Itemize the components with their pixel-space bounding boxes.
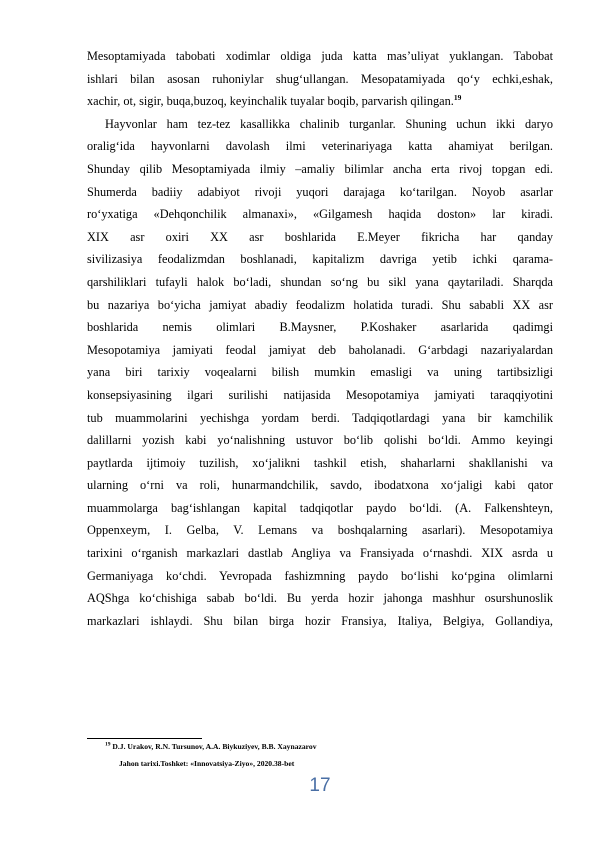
text-line: Shunday qilib Mesoptamiyada ilmiy –amaliy bilimlar ancha erta rivoj topgan edi. — [87, 161, 553, 176]
text-line: qarshiliklari tufayli halok bo‘ladi, shundan so‘ng bu sikl yana qaytariladi. Sharqda — [87, 274, 553, 289]
footnote-separator — [87, 738, 202, 739]
text-line: yana biri tarixiy voqealarni bilish mumkin emasligi va uning tartibsizligi — [87, 365, 553, 380]
text-line-content: xachir, ot, sigir, buqa,buzoq, keyinchalik tuyalar boqib, parvarish qilingan. — [87, 94, 454, 109]
text-line: muammolarga bag‘ishlangan kapital tadqiqotlar paydo bo‘ldi. (A. Falkenshteyn, — [87, 500, 553, 515]
text-line: tarixini o‘rganish markazlari dastlab Angliya va Fransiyada o‘rnashdi. XIX asrda u — [87, 546, 553, 561]
footnote-authors: D.J. Urakov, R.N. Tursunov, A.A. Biykuziyev, B.B. Xaynazarov — [112, 742, 317, 751]
text-line — [87, 90, 553, 113]
text-line: markazlari ishlaydi. Shu bilan birga hozir Fransiya, Italiya, Belgiya, Gollandiya, — [87, 613, 553, 628]
footnote — [105, 741, 525, 769]
paragraph-first-line: Hayvonlar ham tez-tez kasallikka chalinib turganlar. Shuning uchun ikki daryo — [105, 116, 553, 131]
text-line: Mesoptamiyada tabobati xodimlar oldiga juda katta mas’uliyat yuklangan. Tabobat — [87, 49, 553, 63]
text-line: Mesopotamiya jamiyati feodal jamiyat deb baholanadi. G‘arbdagi nazariyalardan — [87, 342, 553, 357]
text-line: konsepsiyasining ilgari surilishi natijasida Mesopotamiya jamiyati taraqqiyotini — [87, 387, 553, 402]
text-line: Oppenxeym, I. Gelba, V. Lemans va boshqalarning asarlari). Mesopotamiya — [87, 523, 553, 538]
text-line: paytlarda ijtimoiy tuzilish, xo‘jalikni tashkil etish, shaharlarni shakllanishi va — [87, 455, 553, 470]
body-text — [87, 45, 553, 632]
text-line: AQShga ko‘chishiga sabab bo‘ldi. Bu yerda hozir jahonga mashhur osurshunoslik — [87, 591, 553, 606]
text-line: XIX asr oxiri XX asr boshlarida E.Meyer fikricha har qanday — [87, 229, 553, 244]
page-number: 17 — [309, 775, 331, 796]
text-line: ishlari bilan asosan ruhoniylar shug‘ullangan. Mesopatamiyada qo‘y echki,eshak, — [87, 71, 553, 86]
text-line: Germaniyaga ko‘chdi. Yevropada fashizmning paydo bo‘lishi ko‘pgina olimlarni — [87, 568, 553, 583]
footnote-number: 19 — [105, 741, 111, 748]
text-line: bu nazariya bo‘yicha jamiyat abadiy feodalizm holatida turadi. Shu sababli XX asr — [87, 297, 553, 312]
footnote-source: Jahon tarixi.Toshket: «Innovatsiya-Ziyo», 2020.38-bet — [119, 759, 295, 768]
text-line: boshlarida nemis olimlari B.Maysner, P.Koshaker asarlarida qadimgi — [87, 320, 553, 335]
text-line: sivilizasiya feodalizmdan boshlanadi, kapitalizm davriga yetib ichki qarama- — [87, 252, 553, 267]
text-line: ularning o‘rni va roli, hunarmandchilik, savdo, ibodatxona xo‘jaligi kabi qator — [87, 478, 553, 493]
text-line: Shumerda badiiy adabiyot rivoji yuqori darajaga ko‘tarilgan. Noyob asarlar — [87, 184, 553, 199]
text-line: oralig‘ida hayvonlarni davolash ilmi veterinariyaga katta ahamiyat berilgan. — [87, 139, 553, 154]
text-line: tub muammolarini yechishga yordam berdi. Tadqiqotlardagi yana bir kamchilik — [87, 410, 553, 425]
footnote-authors-line — [105, 741, 525, 752]
text-line: ro‘yxatiga «Dehqonchilik almanaxi», «Gilgamesh haqida doston» lar kiradi. — [87, 207, 553, 222]
text-line: dalillarni yozish kabi yo‘nalishning ustuvor bo‘lib qolishi bo‘ldi. Ammo keyingi — [87, 433, 553, 448]
footnote-reference[interactable]: 19 — [453, 93, 462, 103]
